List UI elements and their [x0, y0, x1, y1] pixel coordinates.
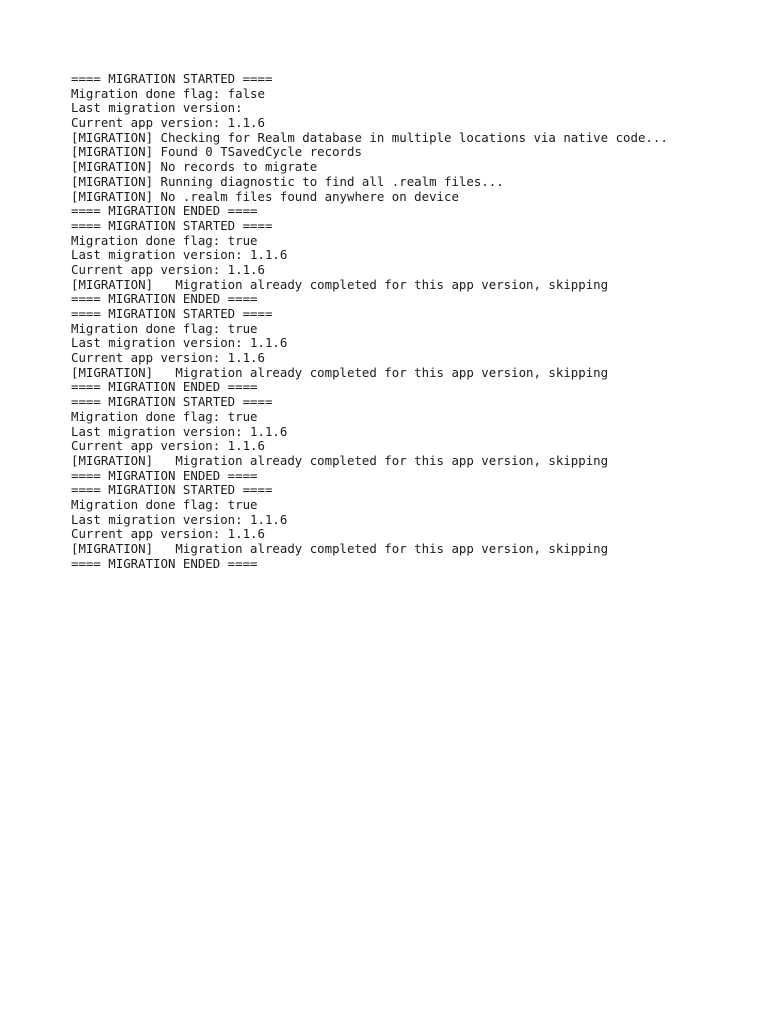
- log-line: ==== MIGRATION ENDED ====: [71, 467, 258, 483]
- log-line: Current app version: 1.1.6: [71, 526, 265, 542]
- log-line: [MIGRATION] No records to migrate: [71, 159, 318, 175]
- log-line: Migration done flag: false: [71, 85, 265, 101]
- log-line: Last migration version: 1.1.6: [71, 423, 288, 439]
- log-line: [MIGRATION] Found 0 TSavedCycle records: [71, 144, 362, 160]
- log-line: ==== MIGRATION ENDED ====: [71, 555, 258, 571]
- log-line: Migration done flag: true: [71, 232, 258, 248]
- log-line: Current app version: 1.1.6: [71, 350, 265, 366]
- log-line: Migration done flag: true: [71, 320, 258, 336]
- log-line: ==== MIGRATION ENDED ====: [71, 203, 258, 219]
- log-line: Current app version: 1.1.6: [71, 115, 265, 131]
- migration-log: [71, 72, 668, 571]
- log-line: ==== MIGRATION STARTED ====: [71, 394, 273, 410]
- log-line: Last migration version:: [71, 100, 243, 116]
- log-line: ==== MIGRATION ENDED ====: [71, 379, 258, 395]
- log-line: [MIGRATION] Migration already completed for this app version, skipping: [71, 452, 609, 468]
- log-line: ==== MIGRATION STARTED ====: [71, 217, 273, 233]
- log-line: Current app version: 1.1.6: [71, 438, 265, 454]
- log-line: ==== MIGRATION STARTED ====: [71, 306, 273, 321]
- log-line: Migration done flag: true: [71, 408, 258, 424]
- log-line: [MIGRATION] Migration already completed for this app version, skipping: [71, 541, 609, 556]
- log-line: Last migration version: 1.1.6: [71, 335, 288, 351]
- log-line: [MIGRATION] Running diagnostic to find all .realm files...: [71, 173, 504, 189]
- log-line: [MIGRATION] Checking for Realm database in multiple locations via native code...: [71, 129, 668, 145]
- log-line: [MIGRATION] No .realm files found anywhere on device: [71, 188, 459, 204]
- log-line: ==== MIGRATION ENDED ====: [71, 291, 258, 307]
- log-line: Last migration version: 1.1.6: [71, 247, 288, 263]
- log-line: [MIGRATION] Migration already completed for this app version, skipping: [71, 364, 609, 380]
- log-line: [MIGRATION] Migration already completed for this app version, skipping: [71, 276, 609, 292]
- log-line: ==== MIGRATION STARTED ====: [71, 71, 273, 86]
- log-line: Last migration version: 1.1.6: [71, 511, 288, 527]
- log-line: Migration done flag: true: [71, 496, 258, 512]
- log-line: Current app version: 1.1.6: [71, 261, 265, 277]
- log-line: ==== MIGRATION STARTED ====: [71, 482, 273, 498]
